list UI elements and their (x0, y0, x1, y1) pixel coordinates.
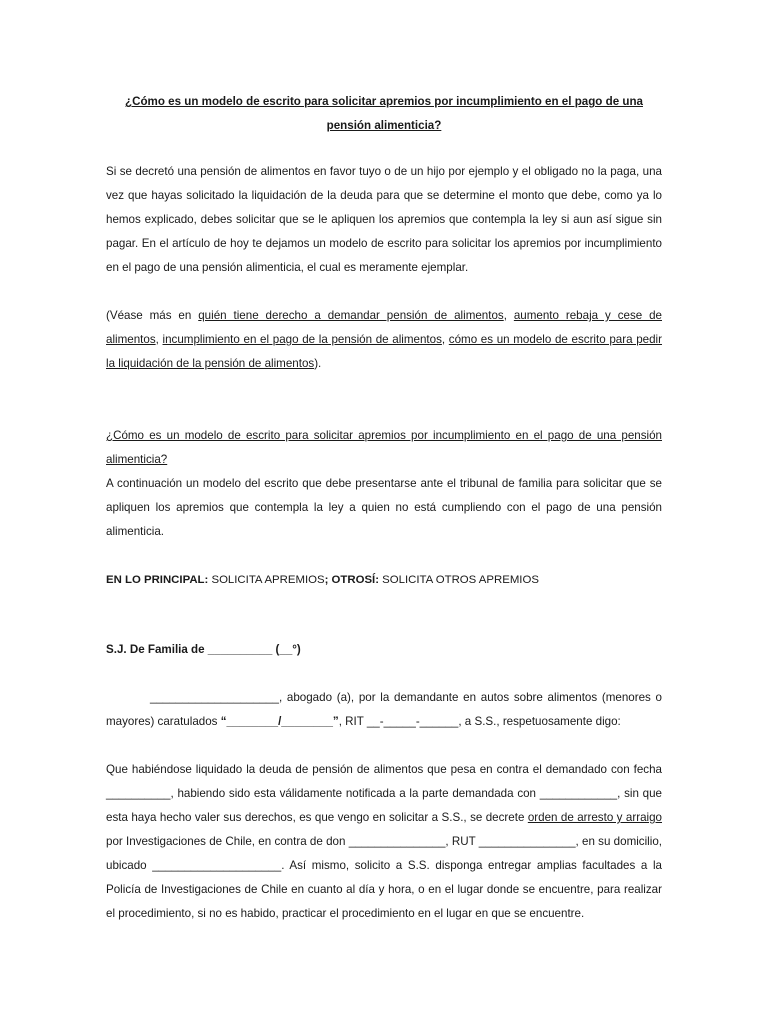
see-also-prefix: (Véase más en (106, 309, 199, 322)
see-also-suffix: ). (314, 357, 322, 370)
body-text-start: Que habiéndose liquidado la deuda de pensión de alimentos que pesa en contra el demandado con fecha __________, habiendo sido esta válidamente notificada a la parte demandada con ____________, sin que esta haya hecho valer sus derechos, es que vengo en solicitar a S.S., se decrete (106, 763, 662, 824)
link-arrest-order[interactable]: orden de arresto y arraigo (527, 811, 662, 824)
see-also-paragraph (106, 304, 662, 376)
caratula-blank: “________/________” (220, 715, 339, 728)
body-text-end: por Investigaciones de Chile, en contra de don _______________, RUT _______________, en su domicilio, ubicado ____________________. Así mismo, solicito a S.S. disponga entregar amplias facultades a la Policía de Investigaciones de Chile en cuanto al día y hora, o en el lugar donde se encuentre, para realizar el procedimiento, si no es habido, practicar el procedimiento en el lugar en que se encuentre. (106, 835, 662, 920)
lawyer-blank: ____________________ (150, 691, 279, 704)
body-paragraph (106, 758, 662, 926)
spacer (106, 734, 662, 758)
principal-line (106, 568, 662, 592)
page-title: ¿Cómo es un modelo de escrito para solicitar apremios por incumplimiento en el pago de una pensión alimenticia? (125, 95, 643, 132)
link-liquidation-model[interactable]: cómo es un modelo de escrito para pedir la liquidación de la pensión de alimentos (106, 333, 662, 370)
separator: , (503, 309, 514, 322)
spacer (106, 376, 662, 424)
section-heading: ¿Cómo es un modelo de escrito para solicitar apremios por incumplimiento en el pago de una pensión alimenticia? (106, 429, 662, 466)
separator: , (441, 333, 449, 346)
opening-text-end: , RIT __-_____-______, a S.S., respetuosamente digo: (338, 715, 621, 728)
opening-paragraph (106, 686, 662, 734)
principal-label: EN LO PRINCIPAL: (106, 574, 209, 586)
intro-paragraph: Si se decretó una pensión de alimentos en favor tuyo o de un hijo por ejemplo y el obligado no la paga, una vez que hayas solicitado la liquidación de la deuda para que se determine el monto que debe, como ya lo hemos explicado, debes solicitar que se le apliquen los apremios que contempla la ley si aun así sigue sin pagar. En el artículo de hoy te dejamos un modelo de escrito para solicitar los apremios por incumplimiento en el pago de una pensión alimenticia, el cual es meramente ejemplar. (106, 165, 662, 274)
spacer (106, 592, 662, 638)
spacer (106, 138, 662, 160)
section-text: A continuación un modelo del escrito que debe presentarse ante el tribunal de familia para solicitar que se apliquen los apremios que contempla la ley a quien no está cumpliendo con el pago de una pensión alimenticia. (106, 477, 662, 538)
link-nonpayment[interactable]: incumplimiento en el pago de la pensión de alimentos (162, 333, 442, 346)
spacer (106, 662, 662, 686)
opening-text: , abogado (a), por la demandante en autos sobre alimentos (menores o mayores) caratulados (106, 691, 662, 728)
spacer (106, 544, 662, 568)
otrosi-label: ; OTROSÍ: (324, 574, 379, 586)
spacer (106, 280, 662, 304)
link-increase-reduce-cease[interactable]: aumento rebaja y cese de alimentos (106, 309, 662, 346)
principal-value: SOLICITA APREMIOS (208, 574, 325, 586)
separator: , (155, 333, 163, 346)
link-who-can-sue[interactable]: quién tiene derecho a demandar pensión de alimentos (198, 309, 504, 322)
addressee: S.J. De Familia de __________ (__°) (106, 643, 301, 656)
otrosi-value: SOLICITA OTROS APREMIOS (379, 574, 539, 586)
